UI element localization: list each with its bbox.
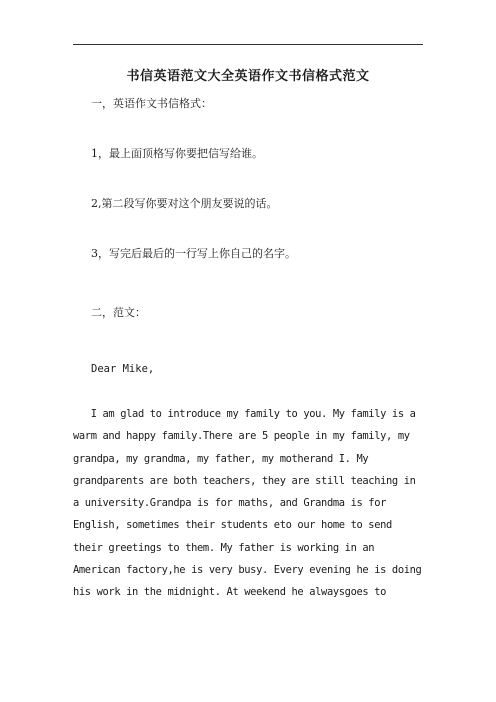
header-rule: [73, 44, 423, 45]
letter-line: their greetings to them. My father is working in an: [73, 541, 375, 554]
letter-line: grandparents are both teachers, they are still teaching in: [73, 474, 416, 487]
letter-line: grandpa, my grandma, my father, my motherand I. My: [73, 452, 369, 465]
letter-line: warm and happy family.There are 5 people in my family, my: [73, 430, 410, 443]
format-step-3: 3，写完后最后的一行写上你自己的名字。: [91, 247, 296, 260]
letter-line: I am glad to introduce my family to you. My family is a: [73, 408, 416, 420]
letter-greeting: Dear Mike,: [91, 363, 155, 375]
format-step-2: 2,第二段写你要对这个朋友要说的话。: [91, 197, 278, 210]
letter-line: English, sometimes their students eto our home to send: [73, 519, 392, 532]
format-step-1: 1，最上面顶格写你要把信写给谁。: [91, 147, 263, 160]
section-heading-format: 一，英语作文书信格式：: [91, 97, 212, 110]
letter-line: his work in the midnight. At weekend he alwaysgoes to: [73, 586, 387, 599]
section-heading-sample: 二，范文：: [91, 306, 146, 319]
letter-body: [73, 403, 433, 604]
letter-line: American factory,he is very busy. Every evening he is doing: [73, 564, 422, 577]
letter-line: a university.Grandpa is for maths, and Grandma is for: [73, 497, 387, 510]
document-title: 书信英语范文大全英语作文书信格式范文: [126, 69, 370, 84]
